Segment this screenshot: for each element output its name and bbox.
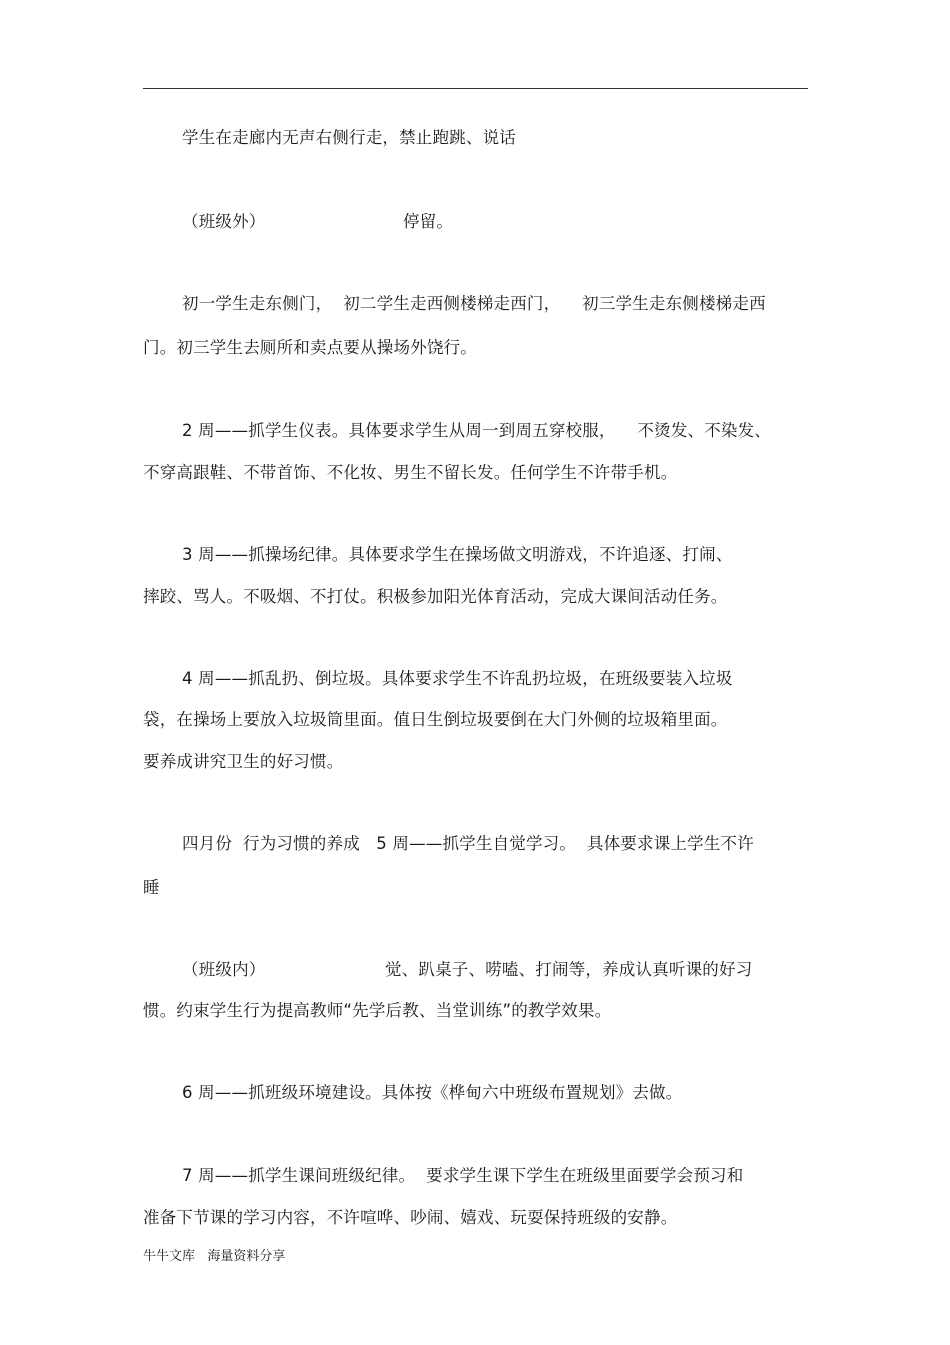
text-line-week4-cont2: 要养成讲究卫生的好习惯。 — [143, 752, 344, 771]
text-line-week7: 7 周——抓学生课间班级纪律。 要求学生课下学生在班级里面要学会预习和 — [182, 1166, 744, 1185]
text-line-stop: 停留。 — [403, 212, 454, 231]
text-line-outside-class-label: （班级外） — [182, 212, 266, 231]
text-line-inside-class-label: （班级内） — [182, 960, 266, 979]
text-line-april-week5-cont: 睡 — [143, 878, 160, 897]
text-line-week6: 6 周——抓班级环境建设。具体按《桦甸六中班级布置规划》去做。 — [182, 1083, 683, 1102]
text-line-week3: 3 周——抓操场纪律。具体要求学生在操场做文明游戏，不许追逐、打闹、 — [182, 545, 733, 564]
text-line-week3-cont: 摔跤、骂人。不吸烟、不打仗。积极参加阳光体育活动，完成大课间活动任务。 — [143, 587, 728, 606]
text-line-week4-cont: 袋，在操场上要放入垃圾筒里面。值日生倒垃圾要倒在大门外侧的垃圾箱里面。 — [143, 710, 728, 729]
text-line-week2: 2 周——抓学生仪表。具体要求学生从周一到周五穿校服， 不烫发、不染发、 — [182, 421, 772, 440]
text-line-week2-cont: 不穿高跟鞋、不带首饰、不化妆、男生不留长发。任何学生不许带手机。 — [143, 463, 678, 482]
text-line-grade-routes: 初一学生走东侧门， 初二学生走西侧楼梯走西门， 初三学生走东侧楼梯走西 — [182, 294, 766, 313]
text-line-april-week5: 四月份 行为习惯的养成 5 周——抓学生自觉学习。 具体要求课上学生不许 — [182, 834, 754, 853]
text-line-week5-detail: 觉、趴桌子、唠嗑、打闹等，养成认真听课的好习 — [385, 960, 753, 979]
text-line-grade-routes-cont: 门。初三学生去厕所和卖点要从操场外饶行。 — [143, 338, 477, 357]
header-rule — [143, 88, 808, 89]
text-line-week4: 4 周——抓乱扔、倒垃圾。具体要求学生不许乱扔垃圾，在班级要装入垃圾 — [182, 669, 733, 688]
text-line-hallway-rule: 学生在走廊内无声右侧行走，禁止跑跳、说话 — [182, 128, 516, 147]
text-line-week5-detail-cont: 惯。约束学生行为提高教师“先学后教、当堂训练”的教学效果。 — [143, 1001, 612, 1020]
text-line-week7-cont: 准备下节课的学习内容，不许喧哗、吵闹、嬉戏、玩耍保持班级的安静。 — [143, 1208, 678, 1227]
footer-text: 牛牛文库 海量资料分享 — [143, 1249, 286, 1264]
